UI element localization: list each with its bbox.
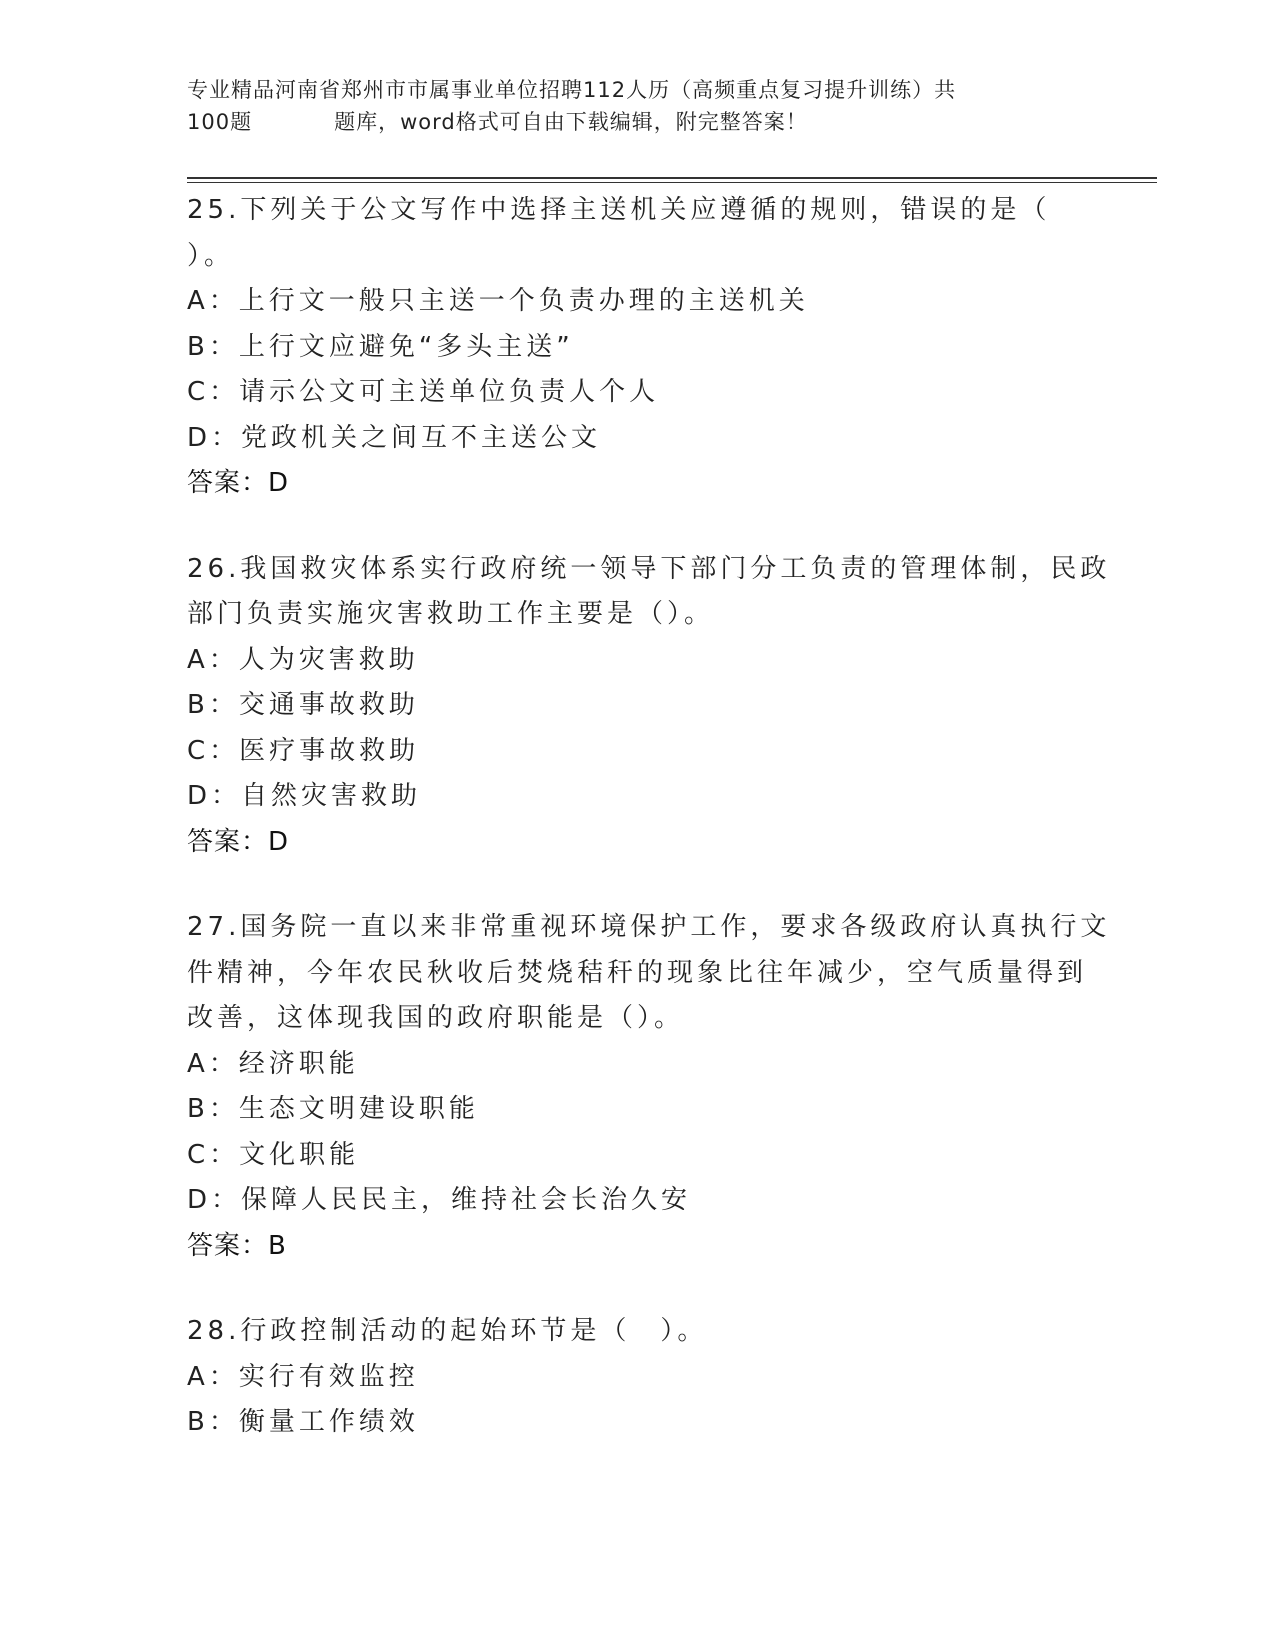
question-list xyxy=(187,188,1111,1486)
option-c: C：文化职能 xyxy=(187,1139,360,1170)
option-a: A：上行文一般只主送一个负责办理的主送机关 xyxy=(187,286,809,316)
option-d: D：保障人民民主，维持社会长治久安 xyxy=(187,1185,692,1215)
question-stem-line: 部门负责实施灾害救助工作主要是（）。 xyxy=(187,599,715,629)
question-27 xyxy=(187,905,1111,1269)
header-line-2 xyxy=(187,106,1087,138)
question-stem-line: 件精神，今年农民秋收后焚烧秸秆的现象比往年减少，空气质量得到 xyxy=(187,957,1088,988)
answer: 答案：D xyxy=(187,826,290,857)
question-stem-line: 27.国务院一直以来非常重视环境保护工作，要求各级政府认真执行文 xyxy=(187,912,1111,942)
question-stem-line: 改善，这体现我国的政府职能是（）。 xyxy=(187,1003,685,1033)
option-b: B：衡量工作绩效 xyxy=(187,1407,419,1437)
header-description: 题库，word格式可自由下载编辑，附完整答案！ xyxy=(334,110,808,134)
question-26 xyxy=(187,547,1111,866)
question-stem-line: 26.我国救灾体系实行政府统一领导下部门分工负责的管理体制，民政 xyxy=(187,553,1111,584)
header-divider-thin xyxy=(187,182,1157,183)
answer: 答案：D xyxy=(187,468,290,498)
header-divider-thick xyxy=(187,177,1157,179)
document-header xyxy=(187,74,1087,138)
option-b: B：生态文明建设职能 xyxy=(187,1094,479,1124)
question-stem-line: 25.下列关于公文写作中选择主送机关应遵循的规则，错误的是（ xyxy=(187,195,1051,225)
answer: 答案：B xyxy=(187,1230,287,1261)
option-a: A：经济职能 xyxy=(187,1048,359,1079)
option-a: A：人为灾害救助 xyxy=(187,644,419,675)
header-line-1: 专业精品河南省郑州市市属事业单位招聘112人历（高频重点复习提升训练）共 xyxy=(187,78,957,102)
option-a: A：实行有效监控 xyxy=(187,1361,419,1392)
option-b: B：交通事故救助 xyxy=(187,690,419,720)
option-c: C：请示公文可主送单位负责人个人 xyxy=(187,377,660,407)
question-stem-line: ）。 xyxy=(187,240,235,271)
header-count: 100题 xyxy=(187,110,253,134)
option-b: B：上行文应避免“多头主送” xyxy=(187,331,574,362)
question-stem-line: 28.行政控制活动的起始环节是（ ）。 xyxy=(187,1316,708,1346)
question-25 xyxy=(187,188,1087,507)
question-28 xyxy=(187,1309,1087,1446)
option-d: D：自然灾害救助 xyxy=(187,781,422,811)
option-c: C：医疗事故救助 xyxy=(187,735,420,766)
option-d: D：党政机关之间互不主送公文 xyxy=(187,422,602,453)
